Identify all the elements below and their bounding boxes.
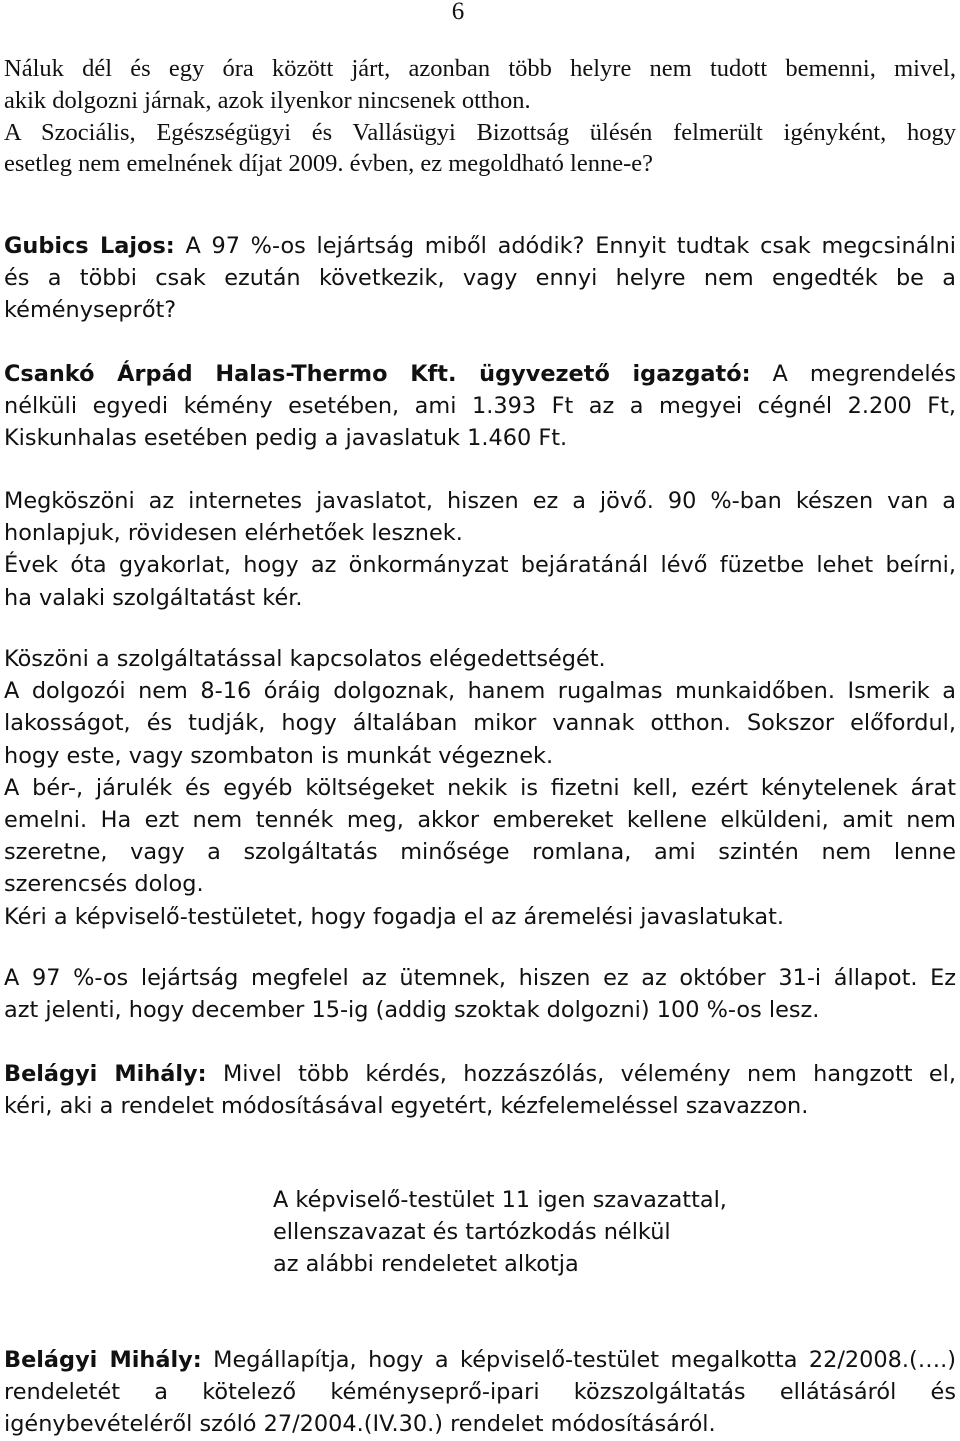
text-line: Köszöni a szolgáltatással kapcsolatos elégedettségét. bbox=[4, 646, 606, 672]
text-line: A Szociális, Egészségügyi és Vallásügyi Bizottság ülésén felmerült igényként, hogy bbox=[4, 118, 956, 146]
text-line: kéményseprőt? bbox=[4, 297, 177, 324]
page-number: 6 bbox=[451, 0, 465, 25]
text-line: honlapjuk, rövidesen elérhetőek lesznek. bbox=[4, 520, 463, 547]
text-line bbox=[4, 1058, 956, 1090]
text-line: azt jelenti, hogy december 15-ig (addig szoktak dolgozni) 100 %-os lesz. bbox=[4, 997, 820, 1024]
text-line: kéri, aki a rendelet módosításával egyetért, kézfelemeléssel szavazzon. bbox=[4, 1093, 809, 1120]
vote-line: az alábbi rendeletet alkotja bbox=[273, 1251, 579, 1278]
text-line: hogy este, vagy szombaton is munkát végeznek. bbox=[4, 742, 554, 769]
speaker-text: Mivel több kérdés, hozzászólás, vélemény nem hangzott el, bbox=[206, 1061, 956, 1087]
text-line: Évek óta gyakorlat, hogy az önkormányzat bejáratánál lévő füzetbe lehet beírni, bbox=[4, 552, 956, 579]
text-line: Megköszöni az internetes javaslatot, hiszen ez a jövő. 90 %-ban készen van a bbox=[4, 488, 956, 514]
vote-line: A képviselő-testület 11 igen szavazattal, bbox=[273, 1187, 727, 1213]
text-line: rendeletét a kötelező kéményseprő-ipari közszolgáltatás ellátásáról és bbox=[4, 1379, 956, 1406]
vote-result-block bbox=[273, 1184, 873, 1281]
text-line: emelni. Ha ezt nem tennék meg, akkor embereket kellene elküldeni, amit nem bbox=[4, 807, 956, 834]
text-line: ha valaki szolgáltatást kér. bbox=[4, 584, 303, 611]
paragraph-pricing-reasons bbox=[4, 643, 956, 933]
text-line: és a többi csak ezután következik, vagy ennyi helyre nem engedték be a bbox=[4, 265, 956, 292]
speaker-name: Belágyi Mihály: bbox=[4, 1347, 202, 1373]
paragraph-csanko-answer bbox=[4, 358, 956, 455]
text-line: A dolgozói nem 8-16 óráig dolgoznak, hanem rugalmas munkaidőben. Ismerik a bbox=[4, 678, 956, 705]
text-line: Kéri a képviselő-testületet, hogy fogadja el az áremelési javaslatukat. bbox=[4, 903, 784, 930]
text-line bbox=[4, 1344, 956, 1376]
text-line: esetleg nem emelnének díjat 2009. évben, ez megoldható lenne-e? bbox=[4, 150, 653, 178]
speaker-name: Csankó Árpád Halas-Thermo Kft. ügyvezető igazgató: bbox=[4, 361, 751, 387]
text-line: lakosságot, és tudják, hogy általában mikor vannak otthon. Sokszor előfordul, bbox=[4, 710, 956, 737]
text-line: A 97 %-os lejártság megfelel az ütemnek, hiszen ez az október 31-i állapot. Ez bbox=[4, 965, 956, 991]
text-line: szerencsés dolog. bbox=[4, 871, 204, 898]
vote-line: ellenszavazat és tartózkodás nélkül bbox=[273, 1219, 671, 1246]
paragraph-progress bbox=[4, 962, 956, 1026]
text-line: igénybevételéről szóló 27/2004.(IV.30.) rendelet módosításáról. bbox=[4, 1411, 716, 1438]
text-line bbox=[4, 358, 956, 390]
speaker-text: A megrendelés bbox=[750, 361, 956, 387]
text-line bbox=[4, 230, 956, 262]
text-line: Náluk dél és egy óra között járt, azonban több helyre nem tudott bemenni, mivel, bbox=[4, 55, 956, 82]
speaker-text: Megállapítja, hogy a képviselő-testület megalkotta 22/2008.(….) bbox=[201, 1347, 956, 1373]
text-line: A bér-, járulék és egyéb költségeket nekik is fizetni kell, ezért kénytelenek árat bbox=[4, 774, 956, 801]
text-line: szeretne, vagy a szolgáltatás minősége romlana, ami szintén nem lenne bbox=[4, 839, 956, 866]
paragraph-belagyi-conclusion bbox=[4, 1344, 956, 1441]
text-line: akik dolgozni járnak, azok ilyenkor nincsenek otthon. bbox=[4, 86, 531, 114]
paragraph-website bbox=[4, 485, 956, 614]
speaker-name: Belágyi Mihály: bbox=[4, 1061, 207, 1087]
paragraph-belagyi-vote-call bbox=[4, 1058, 956, 1122]
text-line: nélküli egyedi kémény esetében, ami 1.393 Ft az a megyei cégnél 2.200 Ft, bbox=[4, 393, 956, 420]
text-line: Kiskunhalas esetében pedig a javaslatuk 1.460 Ft. bbox=[4, 425, 568, 452]
speaker-text: A 97 %-os lejártság miből adódik? Ennyit tudtak csak megcsinálni bbox=[174, 233, 956, 259]
speaker-name: Gubics Lajos: bbox=[4, 233, 175, 259]
paragraph-intro bbox=[4, 53, 956, 180]
paragraph-gubics-question bbox=[4, 230, 956, 327]
